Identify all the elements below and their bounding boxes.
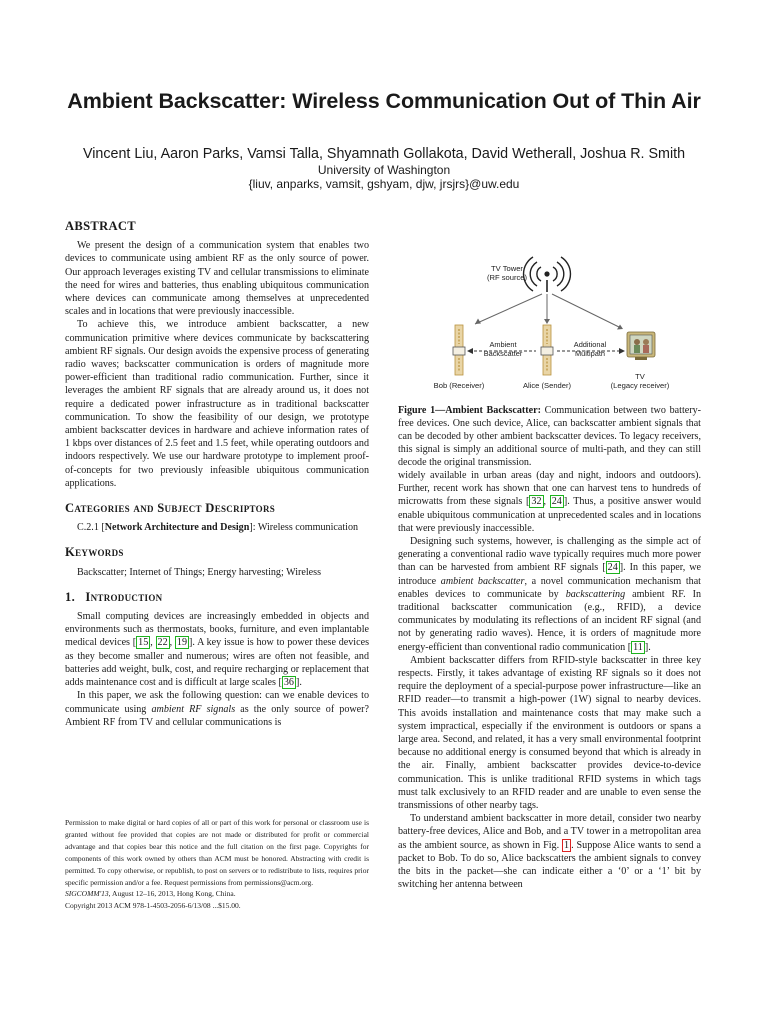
arrow-head <box>467 348 473 354</box>
caption-text: Communication between two battery-free devices. One such device, Alice, can backscatter ambient signals that can be decoded by other ambient backscatter devices. To legacy receivers, this signal is simply an additional source of multi-path, and they can still decode the original transmission. <box>398 405 701 468</box>
additional-label-2: Multipath <box>575 349 605 358</box>
alice-device-icon <box>541 325 553 375</box>
venue-details: August 12–16, 2013, Hong Kong, China. <box>110 889 236 899</box>
intro-paragraph-2 <box>65 689 369 729</box>
intro-p1-text-a: Small computing devices are increasingly embedded in objects and environments such as thermostats, books, furniture, and even implantable medical devices <box>65 611 369 649</box>
intro-p2-text-b: as the only source of power? Ambient RF from TV and cellular communications is <box>65 703 369 728</box>
ccs-entry <box>65 521 369 534</box>
copyright-line: Copyright 2013 ACM 978-1-4503-2056-6/13/08 ...$15.00. <box>65 901 241 911</box>
keywords-text: Backscatter; Internet of Things; Energy harvesting; Wireless <box>77 566 322 578</box>
right-paragraph-3: Ambient backscatter differs from RFID-style backscatter in three key respects. Firstly, it takes advantage of existing RF signals so it does not require the deployment of a special-purpose power infrastructure—like an RFID reader—to transmit a high-power (1W) signal to nearby devices. This avoids installation and maintenance costs that may make such a system impractical, especially if the environment is outdoors or spans a large area. Second, and related, it has a very small environmental footprint because no additional energy is consumed beyond that which is already in the air. Finally, ambient backscatter provides device-to-device communication. This is unlike traditional RFID systems in which tags must talk exclusively to an RFID reader and are unable to even sense the transmissions of other nearby tags. <box>398 654 701 812</box>
author-list: Vincent Liu, Aaron Parks, Vamsi Talla, Shyamnath Gollakota, David Wetherall, Joshua R. Smith <box>82 146 686 162</box>
bob-label: Bob (Receiver) <box>433 381 485 390</box>
abstract-heading: ABSTRACT <box>65 219 136 233</box>
abstract-paragraph-2: To achieve this, we introduce ambient backscatter, a new communication primitive where devices communicate by backscattering ambient RF signals. Our design avoids the expensive process of generating radio waves; backscatter communication is orders of magnitude more power-efficient than traditional radio communication. Further, since it leverages the ambient RF signals that are already around us, it does not require a dedicated power infrastructure as in traditional backscatter communication. To show the feasibility of our design, we prototype ambient backscatter devices in hardware and achieve information rates of 1 kbps over distances of 2.5 feet and 1.5 feet, while operating outdoors and indoors respectively. We use our hardware prototype to implement proof-of-concepts for two previously infeasible ubiquitous communication applications. <box>65 319 369 489</box>
rf-signal-arrows <box>475 294 621 328</box>
additional-label-1: Additional <box>573 340 607 349</box>
section-number: 1. <box>65 589 76 604</box>
keywords-heading: Keywords <box>65 545 124 560</box>
left-column <box>65 220 369 729</box>
right-p1-text-a: widely available in urban areas (day and night, indoors and outdoors). Further, recent work has shown that one can harvest tens to hundreds of microwatts from these signals <box>398 470 701 508</box>
permission-footnote <box>65 817 369 912</box>
citation-link[interactable]: 24 <box>607 562 618 574</box>
ambient-label-2: Backscatter <box>483 349 523 358</box>
citation-link[interactable]: 32 <box>531 496 542 508</box>
tv-label-2: (Legacy receiver) <box>610 381 670 390</box>
paper-title: Ambient Backscatter: Wireless Communication Out of Thin Air <box>67 89 701 113</box>
right-p2-text-a: Designing such systems, however, is challenging as the simple act of generating a conventional radio wave typically requires much more power than can be harvested from ambient RF signals <box>398 536 701 574</box>
ccs-code: C.2.1 [ <box>77 522 105 534</box>
figure-reference-link[interactable]: 1 <box>564 839 570 851</box>
section-title: Introduction <box>85 589 163 604</box>
introduction-heading <box>65 591 369 604</box>
right-p2-text-b: . In this paper, we introduce <box>398 562 702 587</box>
tv-tower-icon <box>524 257 571 292</box>
right-paragraph-2: Designing such systems, however, is challenging as the simple act of generating a conventional radio wave typically requires much more power than can be harvested from ambient RF signals [ 24 ]. In this paper, we introduce ambient backscatter, a novel communication mechanism that enables devices to communicate by backscattering ambient RF. In traditional backscatter communication (e.g., RFID), a device communicates by modulating its reflections of an incident RF signal (and not by generating radio waves). Hence, it is orders of magnitude more energy-efficient than conventional radio communication [ 11 ]. <box>398 536 702 653</box>
venue-line <box>65 888 369 900</box>
right-p2-text-d: ambient RF. In traditional backscatter communication (e.g., RFID), a device communicates by modulating its reflections of an incident RF signal (and not by generating radio waves). Hence, it is orders of magnitude more energy-efficient than conventional radio communication <box>398 588 702 653</box>
citation-link[interactable]: 22 <box>157 637 168 649</box>
right-p1-text-b: . Thus, a positive answer would enable ubiquitous communication at unprecedented scales and in locations that were previously inaccessible. <box>398 496 702 534</box>
intro-p2-text-a: In this paper, we ask the following question: can we enable devices to communicate using <box>65 690 369 715</box>
caption-label: Figure 1—Ambient Backscatter: <box>398 405 541 416</box>
affiliation: University of Washington <box>317 163 451 177</box>
permission-text: Permission to make digital or hard copies of all or part of this work for personal or classroom use is granted without fee provided that copies are not made or distributed for profit or commercial advantage and that copies bear this notice and the full citation on the first page. Copyrights for components of this work owned by others than ACM must be honored. Abstracting with credit is permitted. To copy otherwise, or republish, to post on servers or to redistribute to lists, requires prior specific permission and/or a fee. Request permissions from permissions@acm.org. <box>65 818 369 887</box>
abstract-paragraph-1: We present the design of a communication system that enables two devices to communicate using ambient RF as the only source of power. Our approach leverages existing TV and cellular transmissions to eliminate the need for wires and batteries, thus enabling ubiquitous communication where devices can communicate among themselves at unprecedented scales and in locations that were previously inaccessible. <box>65 240 369 318</box>
citation-link[interactable]: 15 <box>138 637 149 649</box>
right-p2-text-c: , a novel communication mechanism that enables devices to communicate by <box>398 575 701 600</box>
intro-p1-text-b: . A key issue is how to power these devices as they become smaller and numerous; wires are often not feasible, and batteries add weight, bulk, cost, and require recharging or replacement that adds maintenance cost and is difficult at large scales <box>65 637 369 689</box>
right-p2-emphasis-2: backscattering <box>565 588 626 600</box>
intro-p2-emphasis: ambient RF signals <box>151 703 236 715</box>
right-p2-emphasis-1: ambient backscatter <box>440 575 525 587</box>
venue-name: SIGCOMM'13, <box>65 889 111 899</box>
tv-icon <box>627 332 655 360</box>
right-paragraph-1: widely available in urban areas (day and night, indoors and outdoors). Further, recent work has shown that one can harvest tens to hundreds of microwatts from these signals [ 32 , 24 ]. Thus, a positive answer would enable ubiquitous communication at unprecedented scales and in locations that were previously inaccessible. <box>398 470 702 534</box>
figure-1-diagram <box>395 252 703 397</box>
ccs-name: Network Architecture and Design <box>104 522 250 534</box>
arrow-head <box>619 348 625 354</box>
right-paragraph-4 <box>398 812 701 891</box>
alice-label: Alice (Sender) <box>522 381 572 390</box>
ambient-label-1: Ambient <box>489 340 517 349</box>
intro-paragraph-1: Small computing devices are increasingly embedded in objects and environments such as thermostats, books, furniture, and even implantable medical devices [ 15 , 22 , 19 ]. A key issue is how to power these devices as they become smaller and numerous; wires are often not feasible, and batteries add weight, bulk, cost, and require recharging or replacement that adds maintenance cost and is difficult at large scales [ 36 ]. <box>65 611 369 689</box>
figure-1-caption <box>398 404 701 469</box>
citation-link[interactable]: 24 <box>551 496 562 508</box>
right-p4-text-a: To understand ambient backscatter in more detail, consider two nearby battery-free devices, Alice and Bob, and a TV tower in a metropolitan area as the ambient source, as shown in Fig. <box>398 813 701 851</box>
citation-link[interactable]: 19 <box>176 637 188 649</box>
right-p4-text-b: . Suppose Alice wants to send a packet to Bob. To do so, Alice backscatters the ambient signals to convey the bits in the packet—she can indicate either a ‘0’ or a ‘1’ bit by switching her antenna between <box>398 839 701 891</box>
tv-label-1: TV <box>635 372 645 381</box>
categories-heading: Categories and Subject Descriptors <box>65 501 276 516</box>
arrow-head <box>544 319 550 324</box>
tower-label-1: TV Tower <box>491 264 523 273</box>
ccs-rest: ]: Wireless communication <box>249 522 359 534</box>
tower-label-2: (RF source) <box>486 273 528 282</box>
citation-link[interactable]: 11 <box>633 641 643 653</box>
citation-link[interactable]: 36 <box>283 677 294 689</box>
right-column <box>398 469 701 892</box>
bob-device-icon <box>453 325 465 375</box>
author-emails: {liuv, anparks, vamsit, gshyam, djw, jrsjrs}@uw.edu <box>248 177 520 191</box>
